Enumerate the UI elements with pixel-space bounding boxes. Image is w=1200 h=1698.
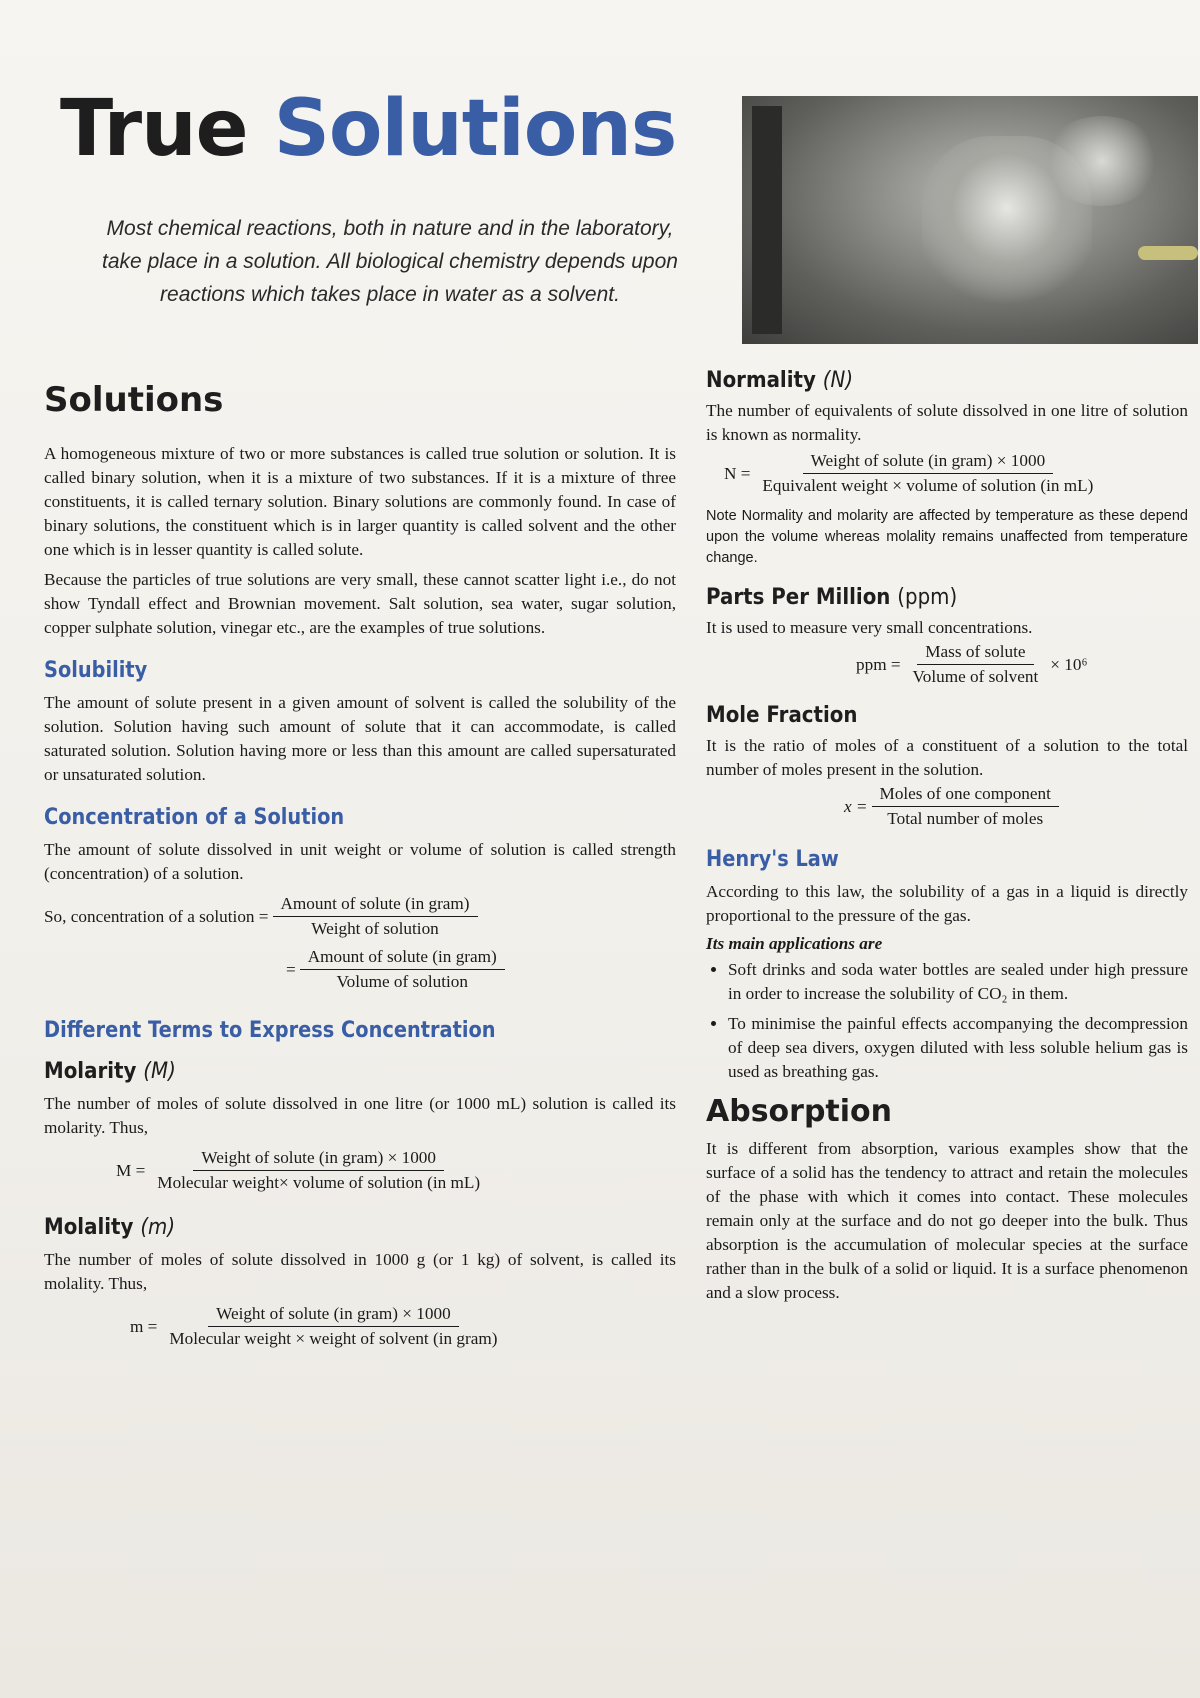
photo-tube xyxy=(1138,246,1198,260)
normality-heading xyxy=(706,368,1140,393)
normality-para: The number of equivalents of solute dissolved in one litre of solution is known as normality. xyxy=(706,401,1188,444)
photo-vapour xyxy=(1042,116,1162,206)
ppm-symbol: (ppm) xyxy=(897,585,958,610)
ppm-factor: × 10⁶ xyxy=(1050,654,1088,674)
right-column xyxy=(706,368,1188,1305)
intro-text: Most chemical reactions, both in nature and in the laboratory, take place in a solution. All biological chemistry depends upon reactions which takes place in water as a solvent. xyxy=(102,217,678,306)
ppm-para: It is used to measure very small concentrations. xyxy=(706,618,1033,637)
henry-para: According to this law, the solubility of a gas in a liquid is directly proportional to the pressure of the gas. xyxy=(706,882,1188,925)
fraction-numerator: Amount of solute (in gram) xyxy=(273,894,478,917)
fraction-numerator: Moles of one component xyxy=(872,784,1059,807)
fraction-denominator: Total number of moles xyxy=(887,809,1044,828)
fraction-numerator: Weight of solute (in gram) × 1000 xyxy=(208,1304,459,1327)
fraction-numerator: Weight of solute (in gram) × 1000 xyxy=(803,451,1054,474)
fraction-numerator: Amount of solute (in gram) xyxy=(300,947,505,970)
molality-symbol: (m) xyxy=(140,1215,176,1240)
left-column xyxy=(44,380,676,1349)
molality-title: Molality xyxy=(44,1215,134,1240)
absorption-para: It is different from absorption, various examples show that the surface of a solid has the tendency to attract and retain the molecules of the phase with which it comes into contact. These molecules remain only at the surface and do not go deeper into the bulk. Thus absorption is the accumulation of molecular species at the surface rather than in the bulk of a solid or liquid. It is a surface phenomenon and a slow process. xyxy=(706,1139,1188,1302)
ppm-formula xyxy=(706,642,1188,687)
mole-fraction-para: It is the ratio of moles of a constituent of a solution to the total number of moles present in the solution. xyxy=(706,736,1188,779)
concentration-lhs: So, concentration of a solution = xyxy=(44,906,269,926)
list-item: • Soft drinks and soda water bottles are sealed under high pressure in order to increase the solubility of CO₂ in them. xyxy=(728,958,1188,1006)
lab-photo xyxy=(742,96,1198,344)
normality-symbol: (N) xyxy=(822,368,854,393)
molarity-lhs: M = xyxy=(116,1160,146,1180)
solutions-para-1: A homogeneous mixture of two or more substances is called true solution or solution. It is called binary solution, when it is a mixture of two substances. If it is a mixture of three constituents, it is called ternary solution. Binary solutions are commonly found. In case of binary solutions, the constituent which is in larger quantity is called solvent and the other one which is in lesser quantity is called solute. xyxy=(44,444,676,559)
page-title xyxy=(60,84,677,174)
henry-applications-title: Its main applications are xyxy=(706,934,883,953)
fraction-numerator: Weight of solute (in gram) × 1000 xyxy=(193,1148,444,1171)
concentration-fraction-1 xyxy=(273,894,478,939)
molality-para: The number of moles of solute dissolved in 1000 g (or 1 kg) of solvent, is called its molality. Thus, xyxy=(44,1250,676,1293)
fraction-denominator: Volume of solution xyxy=(336,972,468,991)
mole-fraction-heading: Mole Fraction xyxy=(706,703,858,728)
fraction-denominator: Molecular weight × weight of solvent (in gram) xyxy=(169,1329,498,1348)
molarity-fraction xyxy=(149,1148,488,1193)
concentration-formula-2 xyxy=(44,947,676,992)
molarity-formula xyxy=(44,1148,676,1193)
solubility-heading: Solubility xyxy=(44,658,148,683)
fraction-numerator: Mass of solute xyxy=(917,642,1033,665)
henry-heading: Henry's Law xyxy=(706,847,839,872)
fraction-denominator: Molecular weight× volume of solution (in mL) xyxy=(157,1173,481,1192)
equals-sign: = xyxy=(286,959,296,979)
mole-fraction-formula xyxy=(706,784,1188,829)
normality-note: Note Normality and molarity are affected by temperature as these depend upon the volume whereas molality remains unaffected from temperature change. xyxy=(706,508,1188,566)
absorption-heading: Absorption xyxy=(706,1094,893,1129)
list-item: • To minimise the painful effects accompanying the decompression of deep sea divers, oxygen diluted with less soluble helium gas is used as breathing gas. xyxy=(728,1012,1188,1084)
normality-formula xyxy=(706,451,1188,496)
ppm-fraction xyxy=(905,642,1047,687)
henry-applications-list xyxy=(706,958,1188,1084)
mole-fraction-fraction xyxy=(872,784,1059,829)
solutions-heading: Solutions xyxy=(44,380,224,420)
fraction-denominator: Equivalent weight × volume of solution (in mL) xyxy=(762,476,1094,495)
title-word-true: True xyxy=(60,84,248,174)
concentration-formula-1 xyxy=(44,894,676,939)
fraction-denominator: Volume of solvent xyxy=(912,667,1039,686)
fraction-denominator: Weight of solution xyxy=(311,919,439,938)
concentration-fraction-2 xyxy=(300,947,505,992)
concentration-heading: Concentration of a Solution xyxy=(44,805,345,830)
title-word-solutions: Solutions xyxy=(273,84,677,174)
ppm-lhs: ppm = xyxy=(856,654,901,674)
ppm-title: Parts Per Million xyxy=(706,585,891,610)
normality-fraction xyxy=(754,451,1101,496)
molality-formula xyxy=(44,1304,676,1349)
molarity-symbol: (M) xyxy=(143,1059,176,1084)
ppm-heading xyxy=(706,585,1140,610)
molality-lhs: m = xyxy=(130,1316,158,1336)
normality-lhs: N = xyxy=(724,463,751,483)
concentration-para: The amount of solute dissolved in unit weight or volume of solution is called strength (concentration) of a solution. xyxy=(44,840,676,883)
molality-heading xyxy=(44,1215,613,1240)
molarity-heading xyxy=(44,1059,613,1084)
molarity-title: Molarity xyxy=(44,1059,137,1084)
normality-title: Normality xyxy=(706,368,816,393)
molality-fraction xyxy=(161,1304,505,1349)
photo-stand xyxy=(752,106,782,334)
terms-heading: Different Terms to Express Concentration xyxy=(44,1018,496,1043)
mole-fraction-lhs: x = xyxy=(844,796,868,816)
molarity-para: The number of moles of solute dissolved in one litre (or 1000 mL) solution is called its molarity. Thus, xyxy=(44,1094,676,1137)
solubility-para: The amount of solute present in a given amount of solvent is called the solubility of the solution. Solution having such amount of solute that it can accommodate, is called saturated solution. Solution having more or less than this amount are called supersaturated or unsaturated solution. xyxy=(44,693,676,784)
solutions-para-2: Because the particles of true solutions are very small, these cannot scatter light i.e., do not show Tyndall effect and Brownian movement. Salt solution, sea water, sugar solution, copper sulphate solution, vinegar etc., are the examples of true solutions. xyxy=(44,570,676,637)
